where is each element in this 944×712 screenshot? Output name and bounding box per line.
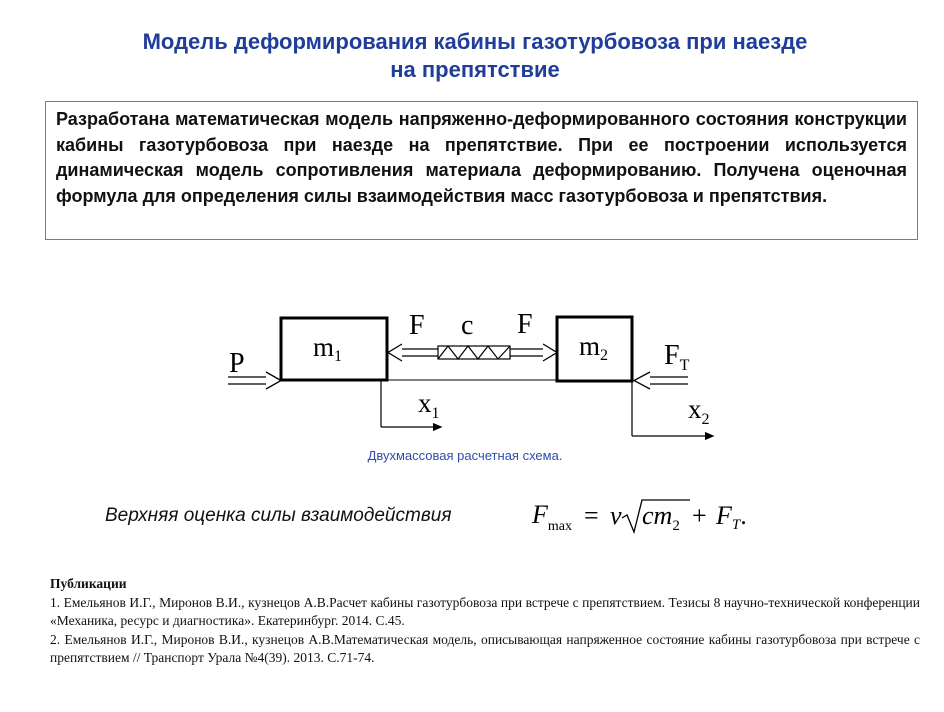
formula-plus: + <box>692 501 707 530</box>
axis-x1-subscript: 1 <box>431 405 440 422</box>
formula-ft-letter: F <box>716 501 732 530</box>
mass1-subscript: 1 <box>334 348 343 365</box>
force-p-label: P <box>229 348 245 379</box>
estimate-label: Верхняя оценка силы взаимодействия <box>105 505 452 526</box>
formula-ft <box>715 501 747 533</box>
formula-dot: . <box>740 501 747 530</box>
axis-x1-letter: x <box>418 388 432 418</box>
formula-lhs <box>531 500 572 534</box>
formula-c <box>642 501 680 534</box>
title-line-1: Модель деформирования кабины газотурбовоза при наезде <box>142 29 808 54</box>
abstract-text: Разработана математическая модель напряженно-деформированного состояния конструкции кабины газотурбовоза при наезде на препятствие. При ее построении используется динамическая модель сопротивления материала деформированию. Получена оценочная формула для определения силы взаимодействия масс газотурбовоза и препятствия. <box>56 109 907 206</box>
force-ft-letter: F <box>664 340 680 371</box>
publication-item: 1. Емельянов И.Г., Миронов В.И., кузнецов А.В.Расчет кабины газотурбовоза при встрече с препятствием. Тезисы 8 научно-технической конференции «Механика, ресурс и диагностика». Екатеринбург. 2014. С.45. <box>50 594 920 628</box>
formula-lhs-letter: F <box>532 500 548 529</box>
publication-item: 2. Емельянов И.Г., Миронов В.И., кузнецов А.В.Математическая модель, описывающая напряженное состояние кабины газотурбовоза при встрече с препятствием // Транспорт Урала №4(39). 2013. С.71-74. <box>50 631 920 665</box>
mass2-letter: m <box>579 331 601 361</box>
mass2-subscript: 2 <box>600 347 609 364</box>
formula-equals: = <box>584 501 599 530</box>
publications <box>50 575 920 668</box>
axis-x2-letter: x <box>688 394 702 424</box>
spring-label: c <box>461 310 474 341</box>
formula-v: v <box>610 501 622 530</box>
axis-x2-subscript: 2 <box>701 411 710 428</box>
formula-ft-subscript: T <box>731 517 741 533</box>
formula-c-subscript: 2 <box>672 518 680 534</box>
mass1-letter: m <box>313 332 335 362</box>
diagram-caption: Двухмассовая расчетная схема. <box>367 448 563 463</box>
publications-heading: Публикации <box>50 576 127 591</box>
force-ft-subscript: T <box>679 357 690 374</box>
formula-c-letters: cm <box>642 501 673 530</box>
title-line-2: на препятствие <box>390 57 560 82</box>
force-f-right-label: F <box>517 309 533 340</box>
force-f-left-label: F <box>409 310 425 341</box>
formula-lhs-subscript: max <box>547 519 572 534</box>
